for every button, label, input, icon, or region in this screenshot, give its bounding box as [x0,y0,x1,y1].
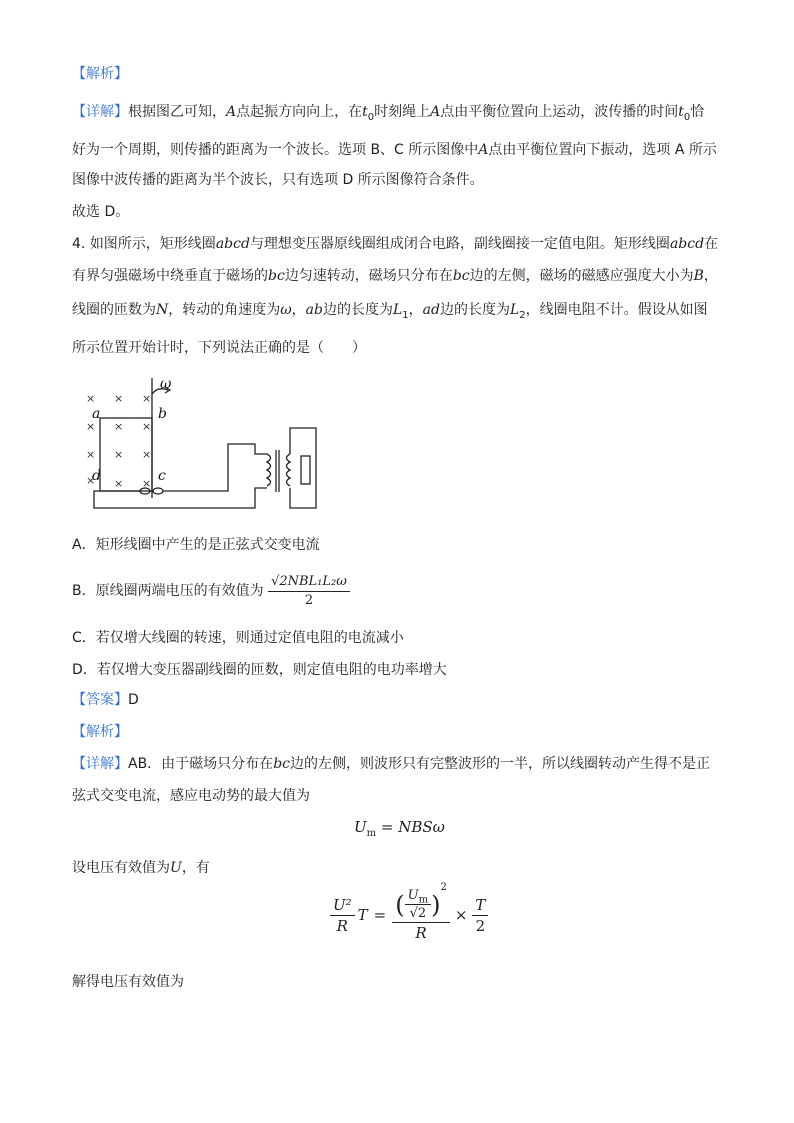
prev-detail-line3: 图像中波传播的距离为半个波长，只有选项 D 所示图像符合条件。 [72,172,484,188]
option-b-denominator: 2 [304,592,314,608]
svg-text:×: × [114,420,124,433]
svg-text:×: × [142,420,152,433]
analysis-line2: 弦式交变电流，感应电动势的最大值为 [72,788,310,804]
secondary-coil [287,454,291,486]
svg-text:×: × [86,448,96,461]
svg-text:×: × [142,448,152,461]
svg-text:×: × [142,477,152,490]
option-d: D．若仅增大变压器副线圈的匝数，则定值电阻的电功率增大 [72,662,447,678]
circuit-figure [82,372,322,517]
analysis-tag-prev: 【解析】 [72,66,128,82]
option-b-numerator: √2NBL₁L₂ω [268,574,350,592]
corner-c-label: c [158,468,166,484]
slip-ring-right [153,488,163,494]
svg-text:×: × [86,474,96,487]
detail-tag-prev: 【详解】 [72,104,128,120]
omega-label: ω [160,376,172,392]
option-c: C．若仅增大线圈的转速，则通过定值电阻的电流减小 [72,630,404,646]
svg-text:×: × [114,477,124,490]
corner-a-label: a [92,406,101,422]
question-line3: 线圈的匝数为N，转动的角速度为ω，ab边的长度为$L_1$，ad边的长度为$L_2$，线圈电阻不计。假设从如图 [72,302,708,321]
option-b: B．原线圈两端电压的有效值为 $\frac{\text{√2NBL₁L₂ω}}{2}$ [72,572,350,610]
prev-detail-line1: 【详解】根据图乙可知，A点起振方向向上，在$t_0$时刻绳上A点由平衡位置向上运动，波传播的时间$t_0$恰 [72,104,705,123]
svg-text:×: × [86,420,96,433]
svg-text:×: × [142,392,152,405]
top-wire [163,444,267,491]
svg-text:×: × [114,392,124,405]
analysis-line1: 【详解】AB．由于磁场只分布在bc边的左侧，则波形只有完整波形的一半，所以线圈转动产生得不是正 [72,756,710,772]
fixed-resistor [301,456,310,484]
analysis-line4: 解得电压有效值为 [72,974,184,990]
question-line1: 4. 如图所示，矩形线圈abcd与理想变压器原线圈组成闭合电路，副线圈接一定值电阻。矩形线圈abcd在 [72,236,719,252]
question-line2: 有界匀强磁场中绕垂直于磁场的bc边匀速转动，磁场只分布在bc边的左侧，磁场的磁感应强度大小为B， [72,268,718,284]
detail-tag: 【详解】 [72,756,128,772]
answer-value: D [128,692,139,708]
equation-rms: $\frac{\text{U²}}{R}$ T = ( $\frac{U_m}{√2}$ ) 2 R × $\frac{T}{2}$ [330,888,488,942]
analysis-line3: 设电压有效值为U，有 [72,860,210,876]
prev-conclusion: 故选 D。 [72,204,130,220]
equation-um: $U_m = NBS\omega$ [354,818,445,839]
answer-tag: 【答案】 [72,692,128,708]
prev-detail-line2: 好为一个周期，则传播的距离为一个波长。选项 B、C 所示图像中A点由平衡位置向下振动，选项 A 所示 [72,142,717,158]
question-line4: 所示位置开始计时，下列说法正确的是（ ） [72,340,366,356]
corner-b-label: b [158,406,167,422]
primary-coil [267,454,271,486]
analysis-tag: 【解析】 [72,724,128,740]
secondary-circuit [290,428,316,508]
option-a: A．矩形线圈中产生的是正弦式交变电流 [72,537,320,553]
corner-d-label: d [92,468,101,484]
answer-line [72,690,139,710]
svg-text:×: × [86,392,96,405]
svg-text:×: × [114,448,124,461]
